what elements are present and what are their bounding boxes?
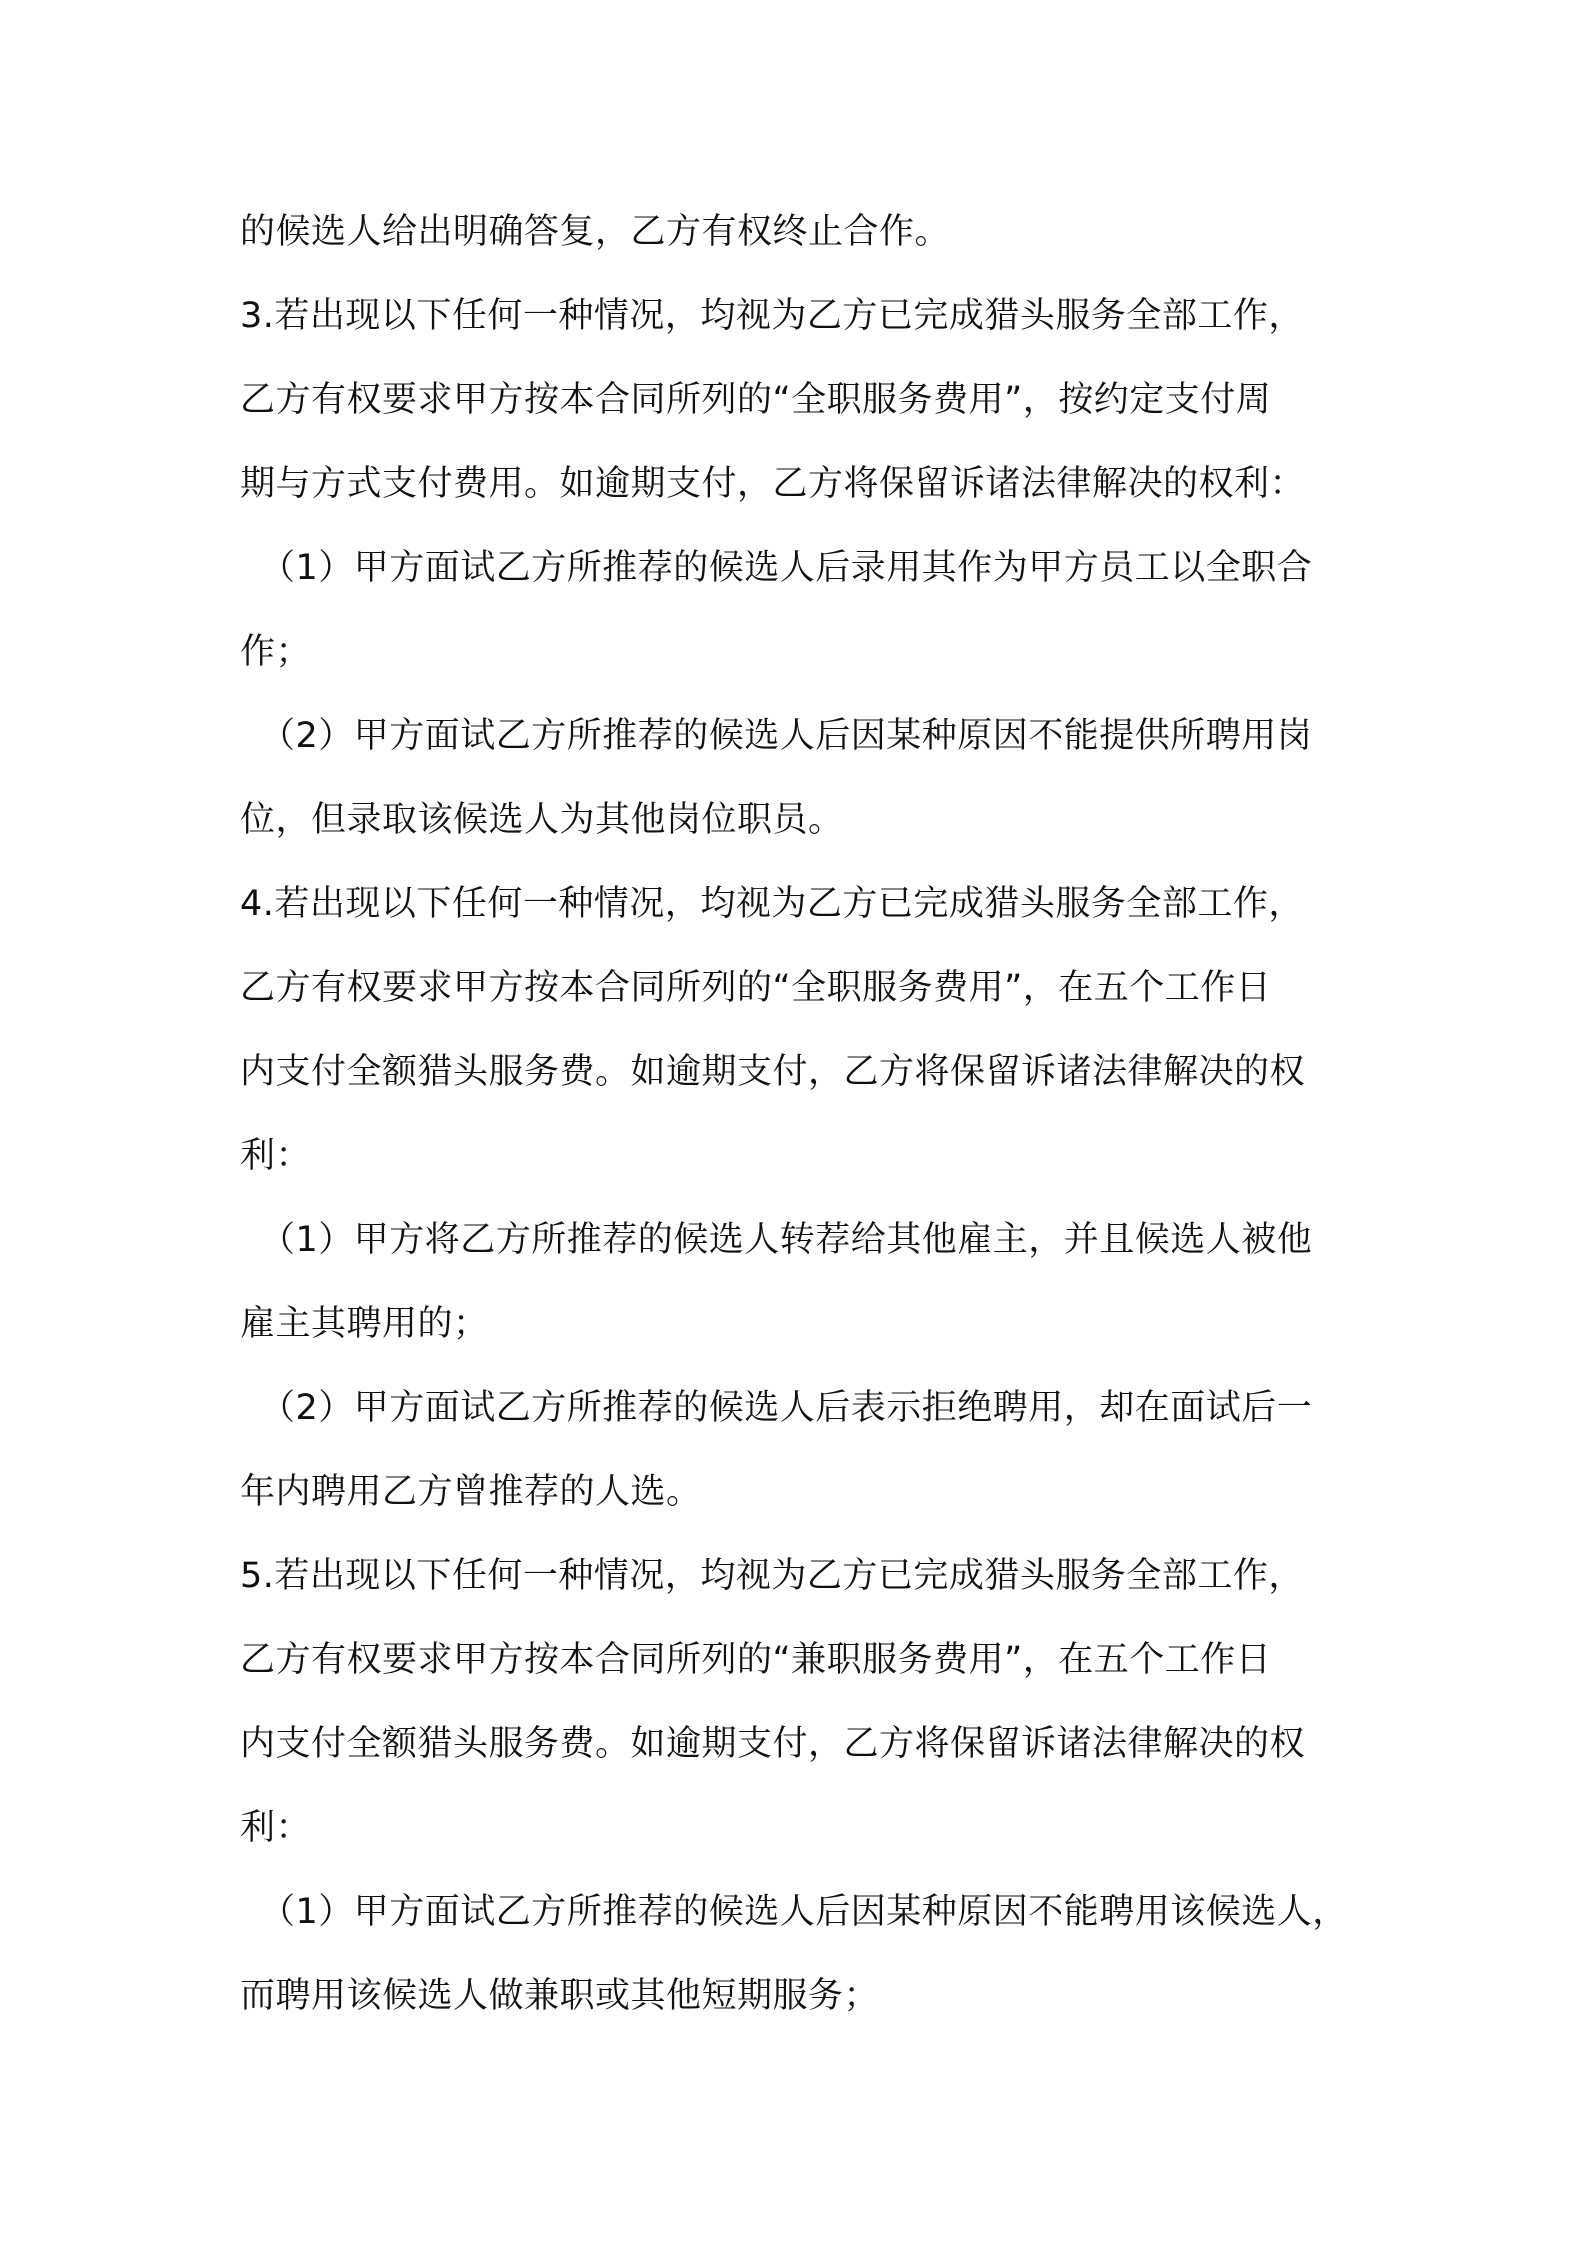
clause-3-line-1: 3.若出现以下任何一种情况，均视为乙方已完成猎头服务全部工作，: [240, 296, 1304, 336]
contract-text-body: [240, 190, 1370, 2038]
clause-3-item-1-line-1: （1）甲方面试乙方所推荐的候选人后录用其作为甲方员工以全职合: [260, 548, 1313, 588]
clause-3-item-2-line-2: 位，但录取该候选人为其他岗位职员。: [240, 800, 844, 840]
clause-5-line-2: 乙方有权要求甲方按本合同所列的“兼职服务费用”，在五个工作日: [240, 1640, 1272, 1680]
clause-4-line-2: 乙方有权要求甲方按本合同所列的“全职服务费用”，在五个工作日: [240, 968, 1272, 1008]
clause-5-item-1-line-1: （1）甲方面试乙方所推荐的候选人后因某种原因不能聘用该候选人，: [260, 1892, 1348, 1932]
clause-4-item-1-line-2: 雇主其聘用的；: [240, 1304, 489, 1344]
clause-5-line-1: 5.若出现以下任何一种情况，均视为乙方已完成猎头服务全部工作，: [240, 1556, 1304, 1596]
clause-5-item-1-line-2: 而聘用该候选人做兼职或其他短期服务；: [240, 1976, 880, 2016]
clause-5-line-3: 内支付全额猎头服务费。如逾期支付，乙方将保留诉诸法律解决的权: [240, 1724, 1306, 1764]
clause-3-item-2-line-1: （2）甲方面试乙方所推荐的候选人后因某种原因不能提供所聘用岗: [260, 716, 1313, 756]
clause-4-item-1-line-1: （1）甲方将乙方所推荐的候选人转荐给其他雇主，并且候选人被他: [260, 1220, 1313, 1260]
clause-3-item-1-line-2: 作；: [240, 632, 312, 672]
clause-4-item-2-line-2: 年内聘用乙方曾推荐的人选。: [240, 1472, 702, 1512]
clause-4-line-1: 4.若出现以下任何一种情况，均视为乙方已完成猎头服务全部工作，: [240, 884, 1304, 924]
clause-4-item-2-line-1: （2）甲方面试乙方所推荐的候选人后表示拒绝聘用，却在面试后一: [260, 1388, 1313, 1428]
text-line-1: 的候选人给出明确答复，乙方有权终止合作。: [240, 212, 951, 252]
clause-5-line-4: 利：: [240, 1808, 312, 1848]
clause-3-line-2: 乙方有权要求甲方按本合同所列的“全职服务费用”，按约定支付周: [240, 380, 1272, 420]
clause-4-line-4: 利：: [240, 1136, 312, 1176]
clause-4-line-3: 内支付全额猎头服务费。如逾期支付，乙方将保留诉诸法律解决的权: [240, 1052, 1306, 1092]
clause-3-line-3: 期与方式支付费用。如逾期支付，乙方将保留诉诸法律解决的权利：: [240, 464, 1306, 504]
